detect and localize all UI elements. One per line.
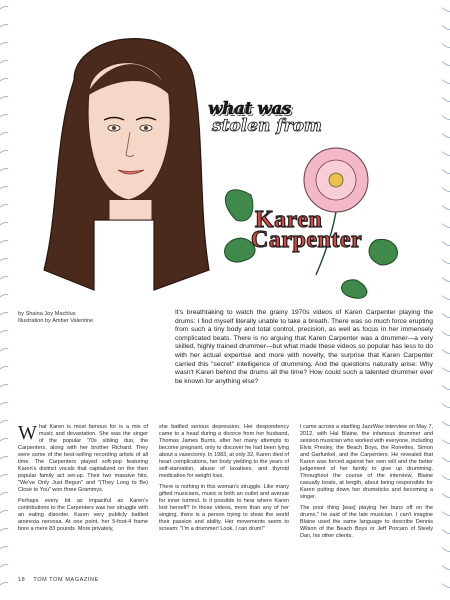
article-column-3 — [300, 424, 433, 544]
headline-line-2: stolen from — [212, 116, 322, 136]
headline-line-1: what was — [208, 99, 292, 119]
name-first: Karen — [255, 207, 323, 233]
page-footer — [18, 577, 99, 583]
column-1-paragraph-2: Perhaps every bit as impactful as Karen's contributions to the Carpenters was her struggle with an eating disorder. Karen very publicly battled anorexia nervosa. At one point, her 5-foot-4 frame bore a mere 83 pounds. More privately, — [18, 498, 148, 532]
article-column-2 — [159, 424, 289, 537]
column-3-paragraph-2: The poor thing [was] playing her buns off on the drums," he said of the late musician. I can't imagine Blaine used the same language to describe Dennis Wilson of the Beach Boys or Jeff Porcaro of Steely Dan, his other clients. — [300, 505, 433, 539]
karen-portrait-illustration — [34, 20, 214, 300]
drop-cap: W — [18, 422, 37, 444]
column-3-paragraph-1: I came across a startling JazzWax interview on May 7, 2012, with Hal Blaine, the infamous drummer and session musician who worked with everyone, including Elvis Presley, the Beach Boys, the Ronettes, Simon and Garfunkel, and the Carpenters. He revealed that Karen was forced against her own will and the better judgement of her family to give up drumming. Throughout the course of the interview, Blaine casually boats, at length, about being responsible for Karen putting down her drumsticks and becoming a singer. — [300, 424, 433, 500]
magazine-page — [8, 0, 442, 600]
subject-name — [251, 207, 425, 253]
column-2-paragraph-1: she battled serious depression. Her despondency came to a head during a divorce from her husband, Thomas James Burris, after her many attempts to become pregnant, only to discover he had been lying about a vasectomy. In 1983, at only 32, Karen died of heart complications, her body yielding to the years of self-starvation, abuse of laxatives, and thyroid medication for weight loss. — [159, 424, 289, 479]
column-2-paragraph-2: There is nothing in this woman's struggle. Like many gifted musicians, music is both an outlet and avenue for inner turmoil. Is it possible to hear where Karen lost herself? In those videos, more than any of her singing, there is a person trying to show the world their passion and ability. Her movements seem to scream: "I'm a drummer! Look, I can drum!" — [159, 484, 289, 532]
page-number: 18 — [18, 577, 26, 583]
magazine-name: TOM TOM MAGAZINE — [33, 577, 99, 583]
byline — [18, 311, 158, 325]
article-column-1 — [18, 424, 148, 537]
name-last: Carpenter — [251, 227, 363, 253]
column-1-paragraph-1: What Karen is most famous for is a mix of music and devastation. She was the singer of the popular '70s sibling duo, the Carpenters, along with her brother Richard. They were some of the best-selling recording artists of all time. The Carpenters played soft-pop featuring Karen's distinct vocals that capitalized on the then popular family act set-up. Their two massive hits, "We've Only Just Begun" and "(They Long to Be) Close to You" won three Grammys. — [18, 422, 148, 493]
author-credit: by Shaina Joy Machlus — [18, 311, 76, 317]
illustrator-credit: Illustration by Amber Valentine — [18, 318, 94, 324]
lede-paragraph: It's breathtaking to watch the grainy 1970s videos of Karen Carpenter playing the drums: I find myself literally unable to take a breath. There was so much force erupting from such a tiny body and total control, precision, as well as focus in her immensely complicated beats. There is no arguing that Karen Carpenter was a drummer—a very skilled, highly trained drummer—but what made these videos so popular has less to do with her actual expertise and more with novelty, the surprise that Karen Carpenter carried this "secret" intelligence of drumming. And the questions naturally arise: Why wasn't Karen behind the drums all the time? How could such a talented drummer ever be known for anything else? — [175, 309, 433, 385]
headline — [208, 101, 368, 135]
